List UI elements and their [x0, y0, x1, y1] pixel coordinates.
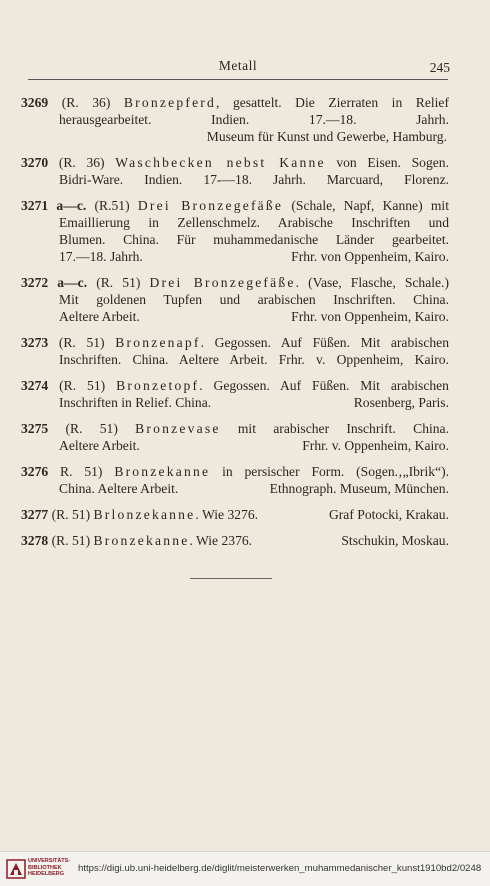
object-title: Drei Bronzegefäße	[137, 198, 284, 213]
entry-text: . (Vase, Flasche, Schale.)	[295, 275, 449, 290]
catalog-entry	[21, 420, 449, 454]
entry-number: 3278	[21, 533, 52, 548]
catalog-entry	[21, 197, 449, 265]
library-logo-icon	[6, 858, 26, 880]
entry-text: von Eisen. Sogen.	[325, 155, 449, 170]
entry-text: Bidri-Ware. Indien. 17-—18. Jahrh. Marcuard, Florenz.	[59, 172, 449, 187]
entry-line	[21, 506, 449, 523]
entry-text: , gesattelt. Die Zierraten in Relief	[216, 95, 449, 110]
entry-text: . Gegossen. Auf Füßen. Mit arabischen	[200, 335, 449, 350]
entry-number: 3275	[21, 421, 66, 436]
owner-location: Frhr. v. Oppenheim, Kairo.	[302, 438, 449, 453]
page-header	[28, 58, 448, 78]
object-title: Bronzenapf	[115, 335, 201, 350]
catalog-entries	[21, 94, 449, 558]
entry-number: 3272 a—c.	[21, 275, 97, 290]
object-title: Waschbecken nebst Kanne	[115, 155, 326, 170]
object-title: Bronzevase	[135, 421, 221, 436]
owner-location: Frhr. von Oppenheim, Kairo.	[291, 309, 449, 324]
owner-location: Graf Potocki, Krakau.	[328, 507, 449, 522]
end-rule	[190, 578, 272, 579]
entry-line	[21, 111, 449, 128]
entry-line	[21, 480, 449, 497]
entry-line	[21, 197, 449, 214]
entry-number: 3274	[21, 378, 60, 393]
entry-text: R. 51)	[60, 464, 115, 479]
running-title: Metall	[218, 58, 258, 73]
footer-bar	[0, 851, 490, 886]
entry-text: Emaillierung in Zellenschmelz. Arabische Inschriften und	[59, 215, 449, 230]
owner-location: Stschukin, Moskau.	[341, 533, 449, 548]
entry-text: (R. 51)	[65, 421, 136, 436]
catalog-entry	[21, 334, 449, 368]
owner-location: Rosenberg, Paris.	[353, 395, 449, 410]
entry-number: 3271 a—c.	[21, 198, 95, 213]
entry-line	[21, 532, 449, 549]
entry-text: Museum für Kunst und Gewerbe, Hamburg.	[206, 129, 447, 144]
entry-line	[21, 231, 449, 248]
catalog-entry	[21, 377, 449, 411]
entry-text: Inschriften. China. Aeltere Arbeit. Frhr. v. Oppenheim, Kairo.	[59, 352, 449, 367]
object-title: Brlonzekanne	[93, 507, 196, 522]
catalog-entry	[21, 506, 449, 523]
entry-text: Inschriften in Relief. China.	[59, 395, 212, 410]
header-rule	[28, 79, 448, 80]
entry-text: (R. 51)	[51, 507, 94, 522]
catalog-entry	[21, 532, 449, 549]
entry-line	[21, 377, 449, 394]
entry-text: (R. 36)	[58, 155, 116, 170]
entry-line	[21, 420, 449, 437]
entry-line	[21, 334, 449, 351]
entry-line	[21, 214, 449, 231]
catalog-entry	[21, 94, 449, 145]
entry-line	[21, 394, 449, 411]
entry-text: Mit goldenen Tupfen und arabischen Inschriften. China.	[59, 292, 449, 307]
entry-line	[21, 308, 449, 325]
entry-text: in persischer Form. (Sogen.‚„Ibrik“).	[210, 464, 449, 479]
library-logo-text: UNIVERSITÄTS- BIBLIOTHEK HEIDELBERG	[28, 858, 71, 877]
entry-text: (R. 51)	[59, 378, 117, 393]
entry-number: 3276	[21, 464, 61, 479]
entry-text: mit arabischer Inschrift. China.	[220, 421, 449, 436]
entry-text: Blumen. China. Für muhammedanische Länder gearbeitet.	[59, 232, 449, 247]
entry-text: (R. 51)	[51, 533, 94, 548]
entry-text: herausgearbeitet. Indien. 17.—18. Jahrh.	[59, 112, 449, 127]
entry-line	[21, 128, 449, 145]
entry-text: (R. 36)	[61, 95, 124, 110]
entry-line	[21, 94, 449, 111]
entry-line	[21, 274, 449, 291]
entry-number: 3273	[21, 335, 59, 350]
owner-location: Ethnograph. Museum, München.	[269, 481, 449, 496]
catalog-entry	[21, 274, 449, 325]
entry-text: Aeltere Arbeit.	[59, 438, 140, 453]
entry-number: 3277	[21, 507, 52, 522]
entry-text: . Wie 3276.	[195, 507, 259, 522]
entry-text: (R. 51)	[58, 335, 116, 350]
entry-text: (R.51)	[94, 198, 138, 213]
entry-line	[21, 248, 449, 265]
entry-line	[21, 171, 449, 188]
entry-text: 17.—18. Jahrh.	[59, 249, 143, 264]
object-title: Bronzekanne	[93, 533, 190, 548]
entry-text: (R. 51)	[96, 275, 150, 290]
page-number: 245	[429, 60, 450, 75]
object-title: Bronzetopf	[116, 378, 200, 393]
entry-line	[21, 351, 449, 368]
owner-location: Frhr. von Oppenheim, Kairo.	[291, 249, 449, 264]
entry-text: . Wie 2376.	[189, 533, 253, 548]
entry-line	[21, 154, 449, 171]
object-title: Bronzekanne	[114, 464, 211, 479]
entry-line	[21, 437, 449, 454]
entry-text: . Gegossen. Auf Füßen. Mit arabischen	[199, 378, 449, 393]
entry-number: 3270	[21, 155, 59, 170]
object-title: Drei Bronzegefäße	[149, 275, 296, 290]
source-url[interactable]: https://digi.ub.uni-heidelberg.de/diglit/meisterwerken_muhammedanischer_kunst1910bd2/0248	[78, 863, 482, 874]
entry-text: Aeltere Arbeit.	[59, 309, 140, 324]
catalog-entry	[21, 463, 449, 497]
entry-line	[21, 291, 449, 308]
entry-number: 3269	[21, 95, 62, 110]
object-title: Bronzepferd	[123, 95, 217, 110]
entry-text: China. Aeltere Arbeit.	[59, 481, 179, 496]
catalog-entry	[21, 154, 449, 188]
entry-line	[21, 463, 449, 480]
entry-text: (Schale, Napf, Kanne) mit	[283, 198, 449, 213]
